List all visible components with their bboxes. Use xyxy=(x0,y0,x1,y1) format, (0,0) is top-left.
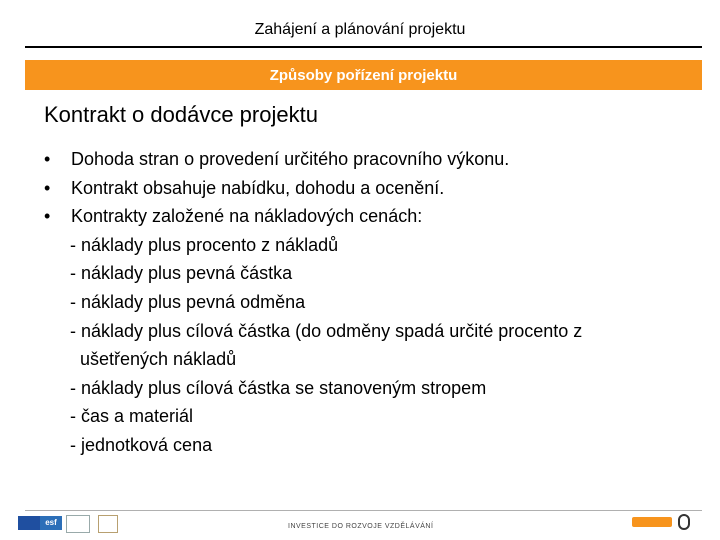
bullet-dot-icon: • xyxy=(44,149,51,169)
header-title: Zahájení a plánování projektu xyxy=(254,21,466,38)
sub-item: - náklady plus pevná odměna xyxy=(70,291,306,312)
bullet-text: Kontrakt obsahuje nabídku, dohodu a ocenění. xyxy=(71,177,445,198)
bullet-item xyxy=(44,174,704,203)
sub-item: - čas a materiál xyxy=(70,406,194,427)
brand-logo-icon xyxy=(632,517,672,527)
eu-flag-logo-icon xyxy=(18,516,40,530)
sub-item: - jednotková cena xyxy=(70,434,213,455)
sub-item: - náklady plus cílová částka se stanoveným stropem xyxy=(70,377,487,398)
bullet-item xyxy=(44,145,704,174)
corner-mark-icon xyxy=(678,514,690,530)
slide-heading: Kontrakt o dodávce projektu xyxy=(44,102,318,127)
sub-item: - náklady plus cílová částka (do odměny spadá určité procento z xyxy=(70,320,583,341)
bullet-item xyxy=(44,202,704,231)
esf-logo-icon: esf xyxy=(40,516,62,530)
section-banner xyxy=(25,60,702,90)
slide-content xyxy=(44,145,704,460)
bullet-dot-icon: • xyxy=(44,177,51,198)
op-logo-icon xyxy=(98,515,118,533)
section-banner-text: Způsoby pořízení projektu xyxy=(269,66,458,84)
sub-item: - náklady plus pevná částka xyxy=(70,263,293,284)
bullet-text: Kontrakty založené na nákladových cenách: xyxy=(71,206,423,227)
bullet-dot-icon: • xyxy=(44,206,51,227)
bullet-text: Dohoda stran o provedení určitého pracovního výkonu. xyxy=(71,149,510,169)
footer-divider xyxy=(25,510,702,511)
sub-item-continuation: ušetřených nákladů xyxy=(80,349,237,370)
ministry-logo-icon xyxy=(66,515,90,533)
header-divider xyxy=(25,46,702,48)
footer-text: INVESTICE DO ROZVOJE VZDĚLÁVÁNÍ xyxy=(288,523,434,530)
sub-item: - náklady plus procento z nákladů xyxy=(70,234,339,255)
